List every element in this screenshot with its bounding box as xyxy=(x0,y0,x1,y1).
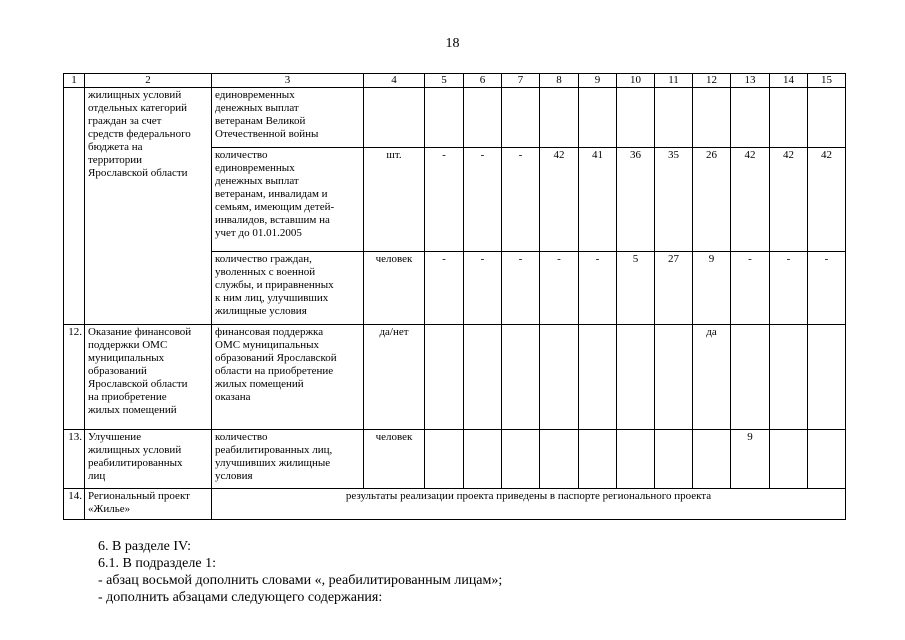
value-cell xyxy=(425,430,464,489)
indicator-cell: количество реабилитированных лиц, улучшивших жилищные условия xyxy=(212,430,364,489)
header-cell: 4 xyxy=(364,74,425,88)
value-cell xyxy=(617,430,655,489)
value-cell xyxy=(579,88,617,148)
header-cell: 11 xyxy=(655,74,693,88)
value-cell: - xyxy=(425,252,464,325)
indicator-cell: финансовая поддержка ОМС муниципальных образований Ярославской области на приобретение жилых помещений оказана xyxy=(212,325,364,430)
value-cell: - xyxy=(464,252,502,325)
value-cell xyxy=(502,430,540,489)
value-cell: 42 xyxy=(540,148,579,252)
value-cell xyxy=(464,430,502,489)
value-cell xyxy=(655,88,693,148)
value-cell xyxy=(579,325,617,430)
table-header-row xyxy=(64,74,846,88)
unit-cell: шт. xyxy=(364,148,425,252)
page-number: 18 xyxy=(445,36,460,51)
header-cell: 3 xyxy=(212,74,364,88)
paragraph-line: - абзац восьмой дополнить словами «, реабилитированным лицам»; xyxy=(98,573,503,588)
row-number-cell: 13. xyxy=(64,430,85,489)
value-cell xyxy=(655,430,693,489)
value-cell xyxy=(808,88,846,148)
value-cell xyxy=(617,325,655,430)
value-cell: 42 xyxy=(770,148,808,252)
value-cell: - xyxy=(808,252,846,325)
value-cell xyxy=(770,430,808,489)
header-cell: 14 xyxy=(770,74,808,88)
header-cell: 2 xyxy=(85,74,212,88)
value-cell: - xyxy=(579,252,617,325)
value-cell: 26 xyxy=(693,148,731,252)
value-cell: - xyxy=(502,252,540,325)
value-cell: - xyxy=(502,148,540,252)
table-row xyxy=(64,489,846,520)
value-cell xyxy=(425,88,464,148)
value-cell xyxy=(425,325,464,430)
paragraph-line: 6.1. В подразделе 1: xyxy=(98,556,216,571)
value-cell xyxy=(579,430,617,489)
header-cell: 8 xyxy=(540,74,579,88)
value-cell: да xyxy=(693,325,731,430)
measure-title-cell: Улучшение жилищных условий реабилитированных лиц xyxy=(85,430,212,489)
value-cell: 27 xyxy=(655,252,693,325)
program-table xyxy=(63,73,846,520)
value-cell: 36 xyxy=(617,148,655,252)
measure-title-cell: Региональный проект «Жилье» xyxy=(85,489,212,520)
table-row xyxy=(64,325,846,430)
indicator-cell: количество граждан, уволенных с военной службы, и приравненных к ним лиц, улучшивших жилищные условия xyxy=(212,252,364,325)
unit-cell: да/нет xyxy=(364,325,425,430)
measure-title-cell: жилищных условий отдельных категорий граждан за счет средств федерального бюджета на территории Ярославской области xyxy=(85,88,212,325)
value-cell xyxy=(540,430,579,489)
value-cell xyxy=(808,325,846,430)
header-cell: 13 xyxy=(731,74,770,88)
value-cell xyxy=(731,88,770,148)
value-cell xyxy=(693,430,731,489)
table-row xyxy=(64,88,846,148)
unit-cell: человек xyxy=(364,252,425,325)
row-number-cell: 12. xyxy=(64,325,85,430)
value-cell xyxy=(693,88,731,148)
header-cell: 6 xyxy=(464,74,502,88)
value-cell xyxy=(502,325,540,430)
value-cell xyxy=(731,325,770,430)
header-cell: 9 xyxy=(579,74,617,88)
value-cell: 41 xyxy=(579,148,617,252)
value-cell: - xyxy=(540,252,579,325)
header-cell: 15 xyxy=(808,74,846,88)
value-cell xyxy=(617,88,655,148)
paragraph-line: - дополнить абзацами следующего содержания: xyxy=(98,590,383,605)
row-number-cell xyxy=(64,88,85,325)
value-cell xyxy=(540,88,579,148)
value-cell xyxy=(808,430,846,489)
value-cell: 9 xyxy=(731,430,770,489)
indicator-cell: количество единовременных денежных выплат ветеранам, инвалидам и семьям, имеющим детей- инвалидов, вставшим на учет до 01.01.2005 xyxy=(212,148,364,252)
value-cell: - xyxy=(464,148,502,252)
value-cell: - xyxy=(770,252,808,325)
value-cell: 35 xyxy=(655,148,693,252)
value-cell: 5 xyxy=(617,252,655,325)
value-cell xyxy=(540,325,579,430)
project-results-note: результаты реализации проекта приведены в паспорте регионального проекта xyxy=(212,489,846,520)
value-cell: 42 xyxy=(808,148,846,252)
value-cell xyxy=(464,88,502,148)
row-number-cell: 14. xyxy=(64,489,85,520)
value-cell xyxy=(464,325,502,430)
paragraph-line: 6. В разделе IV: xyxy=(98,539,191,554)
header-cell: 1 xyxy=(64,74,85,88)
header-cell: 12 xyxy=(693,74,731,88)
value-cell: 9 xyxy=(693,252,731,325)
unit-cell: человек xyxy=(364,430,425,489)
value-cell: 42 xyxy=(731,148,770,252)
table-row xyxy=(64,430,846,489)
indicator-cell: единовременных денежных выплат ветеранам Великой Отечественной войны xyxy=(212,88,364,148)
value-cell xyxy=(770,325,808,430)
value-cell xyxy=(502,88,540,148)
value-cell xyxy=(655,325,693,430)
value-cell: - xyxy=(425,148,464,252)
amendment-text xyxy=(98,538,502,606)
unit-cell xyxy=(364,88,425,148)
header-cell: 10 xyxy=(617,74,655,88)
value-cell xyxy=(770,88,808,148)
value-cell: - xyxy=(731,252,770,325)
header-cell: 5 xyxy=(425,74,464,88)
measure-title-cell: Оказание финансовой поддержки ОМС муниципальных образований Ярославской области на приобретение жилых помещений xyxy=(85,325,212,430)
header-cell: 7 xyxy=(502,74,540,88)
